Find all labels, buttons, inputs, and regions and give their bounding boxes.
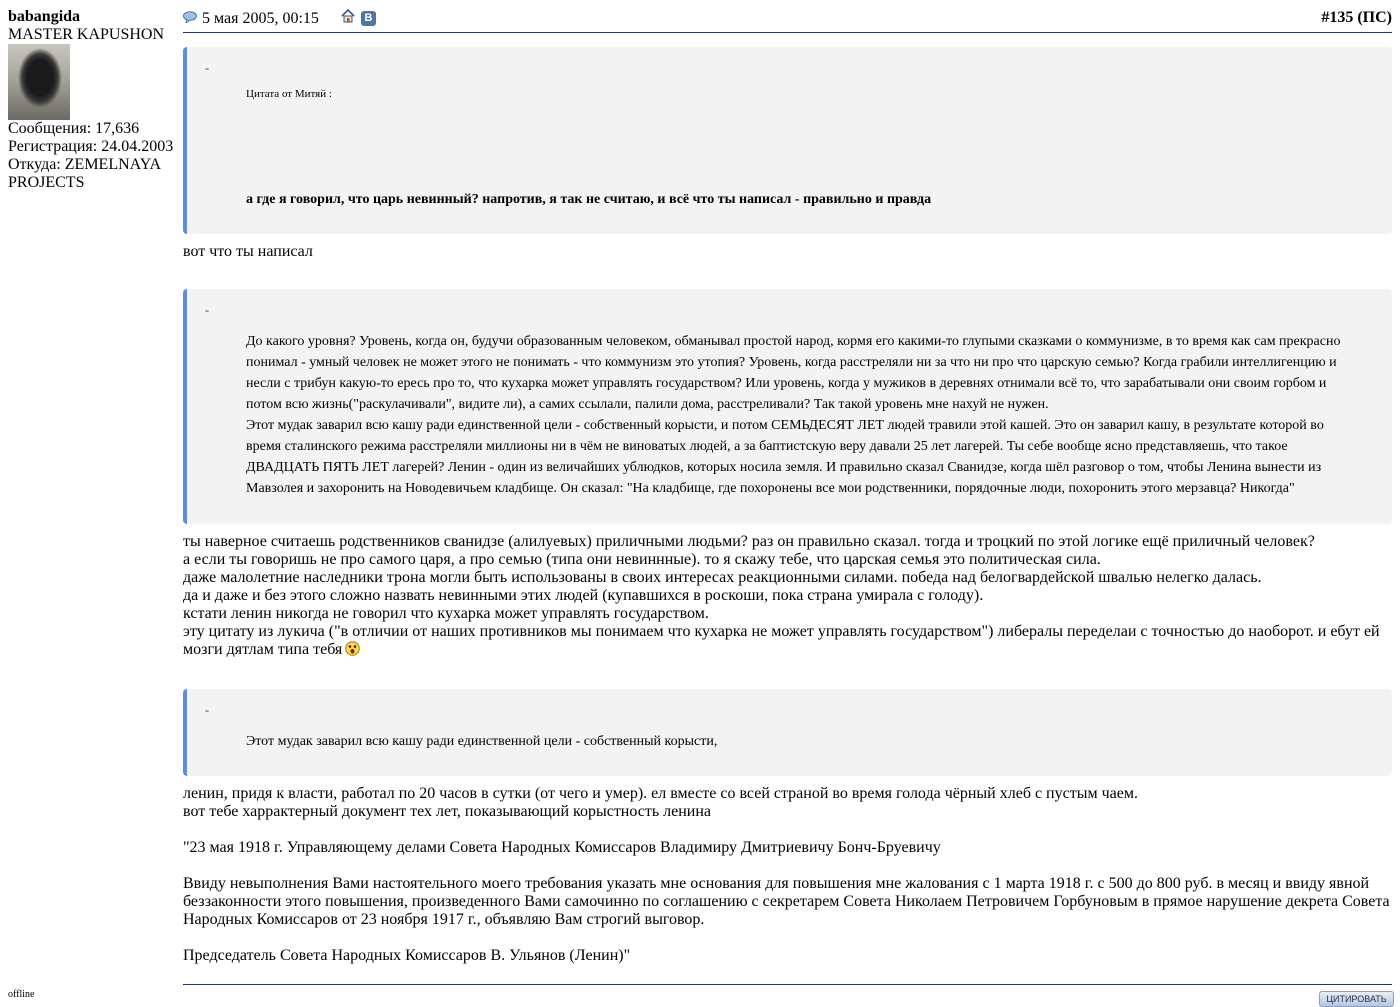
post-date: 5 мая 2005, 00:15 bbox=[202, 9, 319, 27]
post-number-area bbox=[1321, 9, 1392, 27]
quote-toggle[interactable]: - bbox=[205, 703, 209, 717]
reply-line: да и даже и без этого сложно назвать невинными этих людей (купавшихся в роскоши, пока страна умирала с голоду). bbox=[183, 587, 984, 604]
reply-text bbox=[183, 533, 1392, 661]
quote-text: Этот мудак заварил всю кашу ради единственной цели - собственный корысти, и потом СЕМЬДЕСЯТ ЛЕТ людей травили этой кашей. Это он заварил кашу, в результате которой во время сталинского режима расстреляли миллионы ни в чём не виноватых людей, а за баптистскую веру давали 25 лет лагерей. Ты себе вообще ясно представляешь, что такое ДВАДЦАТЬ ПЯТЬ ЛЕТ лагерей? Ленин - один из величайших ублюдков, которых носила земля. И правильно сказал Сванидзе, когда шёл разговор о том, чтобы Ленина вынести из Мавзолея и захоронить на Новодевичьем кладбище. Он сказал: "На кладбище, где похоронены все мои родственники, порядочные люди, похоронить этого мерзавца? Никогда" bbox=[246, 418, 1324, 496]
quote-block bbox=[183, 289, 1392, 524]
author-username[interactable]: babangida bbox=[8, 8, 81, 25]
author-title: MASTER KAPUSHON bbox=[8, 26, 165, 43]
reply-text: вот что ты написал bbox=[183, 243, 313, 260]
home-icon[interactable] bbox=[319, 9, 355, 28]
post-footer-divider bbox=[183, 984, 1392, 985]
document-heading: "23 мая 1918 г. Управляющему делами Совета Народных Комиссаров Владимиру Дмитриевичу Бонч-Бруевичу bbox=[183, 839, 941, 856]
reply-line: ты наверное считаешь родственников сванидзе (алилуевых) приличными людьми? раз он правильно сказал. тогда и троцкий по этой логике ещё приличный человек? bbox=[183, 533, 1315, 550]
post-bubble-icon bbox=[183, 10, 202, 28]
reply-text bbox=[183, 785, 1392, 965]
reply-line-text: эту цитату из лукича ("в отличии от наших противников мы понимаем что кухарка не может управлять государством") либералы переделаи с точностью до наоборот. и ебут ей мозги дятлам типа тебя bbox=[183, 623, 1380, 658]
reply-line bbox=[183, 623, 1392, 661]
author-post-count: Сообщения: 17,636 bbox=[8, 120, 140, 137]
quote-block bbox=[183, 689, 1392, 776]
reply-line: а если ты говоришь не про самого царя, а про семью (типа они невиннные). то я скажу тебе, что царская семья это политическая сила. bbox=[183, 551, 1101, 568]
author-registered: Регистрация: 24.04.2003 bbox=[8, 138, 174, 155]
document-signature: Председатель Совета Народных Комиссаров В. Ульянов (Ленин)" bbox=[183, 947, 631, 964]
quote-toggle[interactable]: - bbox=[205, 303, 209, 317]
quote-author: Цитата от Митяй : bbox=[246, 88, 332, 100]
quote-text: До какого уровня? Уровень, когда он, будучи образованным человеком, обманывал простой народ, кормя его какими-то глупыми сказками о коммунизме, в то время как сам прекрасно понимал - умный человек не может этого не понимать - что коммунизм это утопия? Уровень, когда расстреляли ни за что ни про что царскую семью? Когда грабили интеллигенцию и несли с трибун какую-то ересь про то, что кухарка может управлять государством? Или уровень, когда у мужиков в деревнях отнимали всё то, что зарабатывали они своим горбом и потом всю жизнь("раскулачивали", видите ли), а самих ссылали, палили дома, расстреливали? Так такой уровень мне нахуй не нужен. bbox=[246, 334, 1341, 412]
vk-icon[interactable]: В bbox=[361, 11, 376, 26]
quote-paragraph bbox=[246, 331, 1342, 499]
quote-button[interactable]: ЦИТИРОВАТЬ bbox=[1319, 991, 1394, 1007]
reply-line: вот тебе харрактерный документ тех лет, показывающий корыстность ленина bbox=[183, 803, 712, 820]
document-body: Ввиду невыполнения Вами настоятельного моего требования указать мне основания для повышения мне жалования с 1 марта 1918 г. с 500 до 800 руб. в месяц и ввиду явной беззаконности этого повышения, произведенного Вами самочинно по соглашению с секретарем Совета Николаем Петровичем Горбуновым в прямое нарушение декрета Совета Народных Комиссаров от 23 ноября 1917 г., объявляю Вам строгий выговор. bbox=[183, 875, 1390, 928]
scared-smiley-icon bbox=[345, 641, 360, 661]
reply-line: кстати ленин никогда не говорил что кухарка может управлять государством. bbox=[183, 605, 709, 622]
online-status: offline bbox=[8, 989, 35, 1000]
author-sidebar bbox=[8, 8, 178, 192]
reply-line: ленин, придя к власти, работал по 20 часов в сутки (от чего и умер). ел вместе со всей страной во время голода чёрный хлеб с пустым чаем. bbox=[183, 785, 1138, 802]
post-number[interactable]: #135 bbox=[1321, 9, 1354, 26]
author-location: Откуда: ZEMELNAYA bbox=[8, 156, 162, 173]
post-header bbox=[183, 8, 1392, 33]
quote-text: Этот мудак заварил всю кашу ради единственной цели - собственный корысти, bbox=[246, 734, 718, 749]
avatar[interactable] bbox=[8, 44, 70, 120]
quote-toggle[interactable]: - bbox=[205, 61, 209, 75]
author-location-cont: PROJECTS bbox=[8, 174, 85, 191]
quote-block bbox=[183, 47, 1392, 234]
post-tag: (ПС) bbox=[1357, 9, 1392, 26]
reply-line: даже малолетние наследники трона могли быть использованы в своих интересах реакционными силами. победа над белогвардейской швалью нелегко далась. bbox=[183, 569, 1262, 586]
quote-text: а где я говорил, что царь невинный? напротив, я так не считаю, и всё что ты написал - правильно и правда bbox=[246, 192, 932, 207]
